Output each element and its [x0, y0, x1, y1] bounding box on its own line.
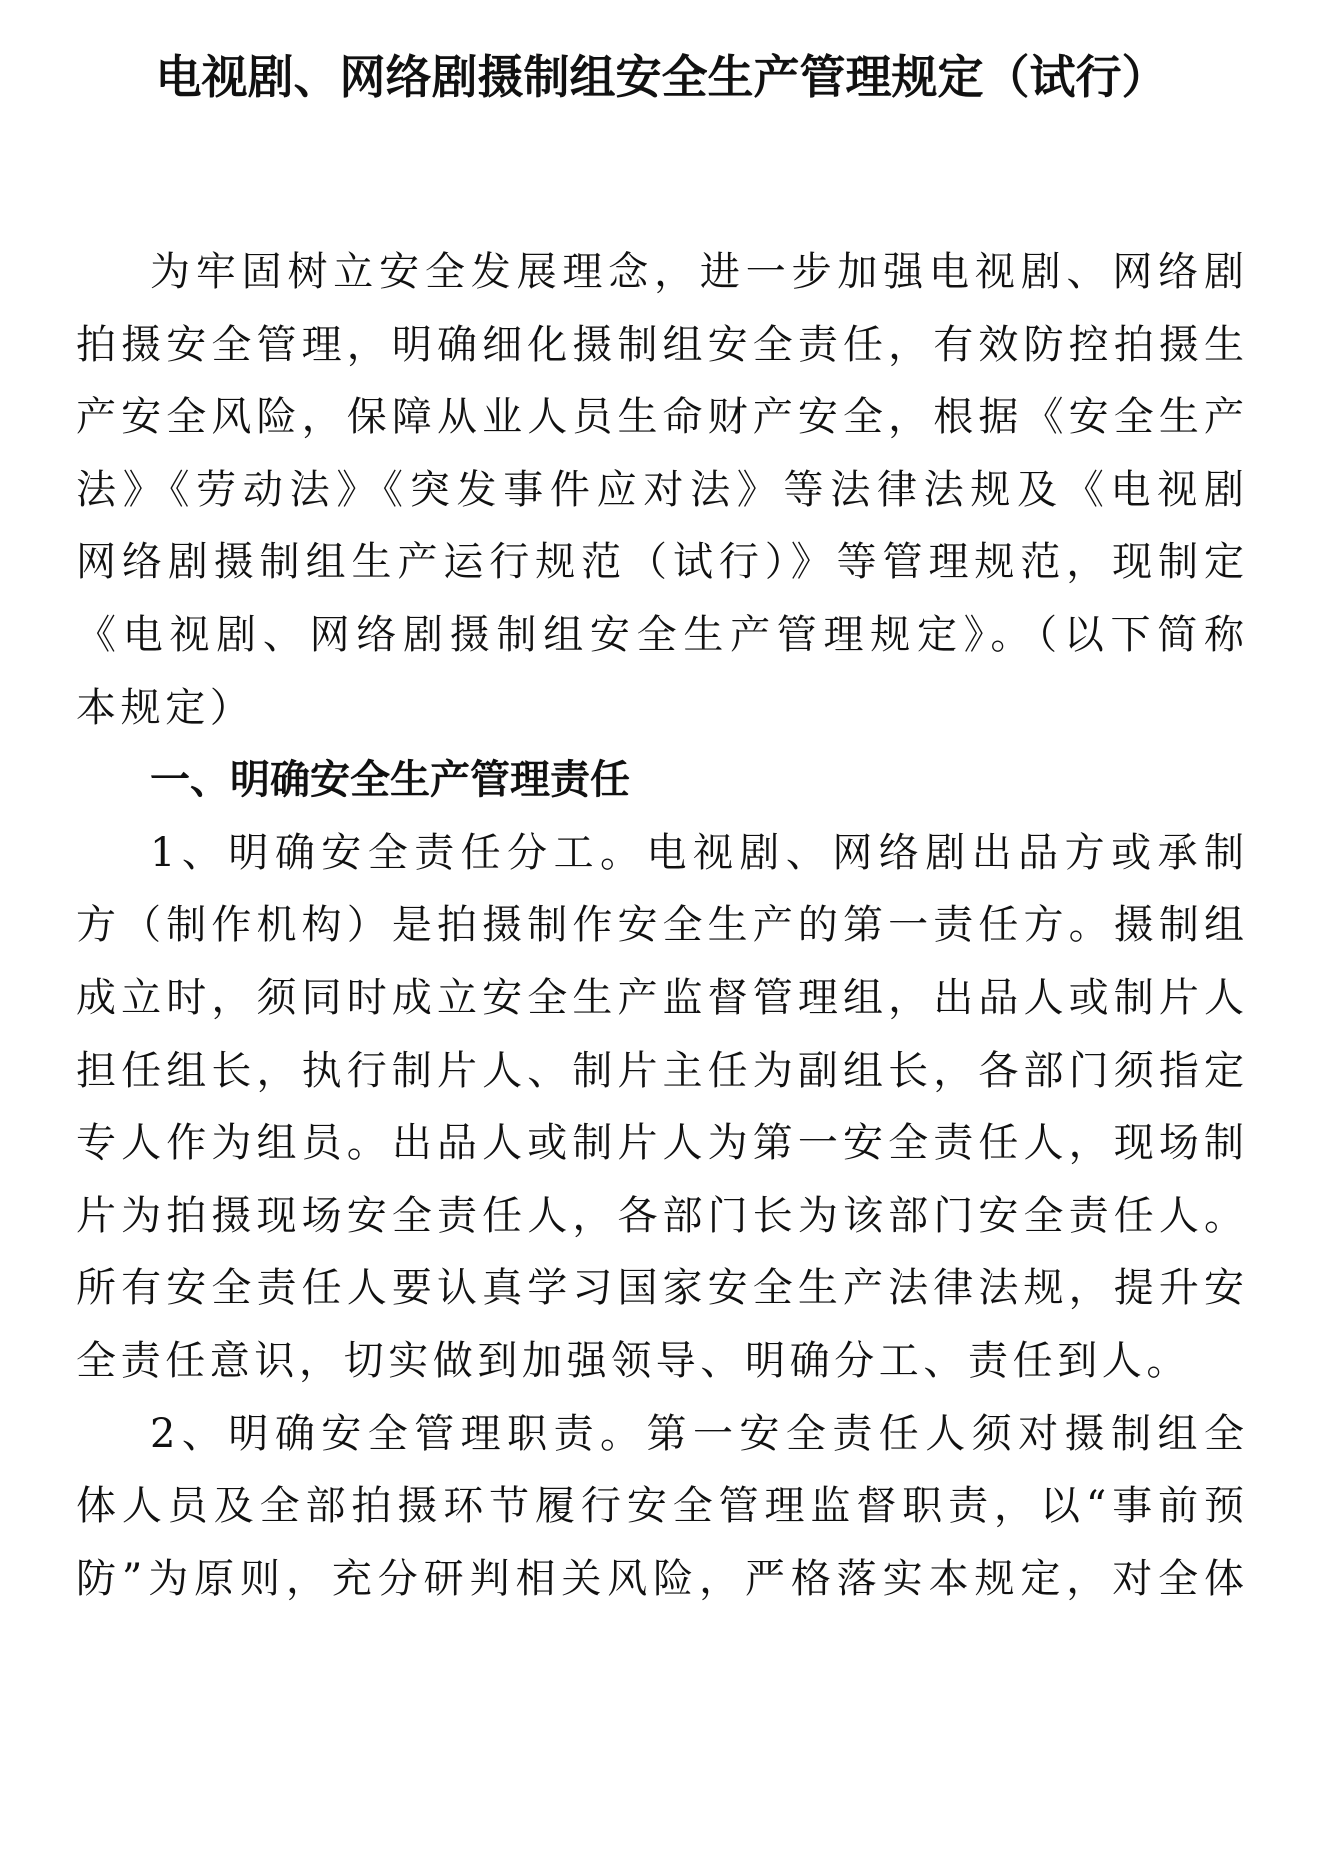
item-2-paragraph [76, 1398, 1244, 1616]
document-body [76, 236, 1244, 1615]
text-line: 全责任意识，切实做到加强领导、明确分工、责任到人。 [76, 1337, 1191, 1384]
text-line: 防”为原则，充分研判相关风险，严格落实本规定，对全体 [76, 1555, 1244, 1602]
text-line: 片为拍摄现场安全责任人，各部门长为该部门安全责任人。 [76, 1192, 1244, 1239]
text-line: 为牢固树立安全发展理念，进一步加强电视剧、网络剧 [150, 249, 1244, 295]
text-line: 方（制作机构）是拍摄制作安全生产的第一责任方。摄制组 [76, 902, 1244, 949]
text-line: 2、明确安全管理职责。第一安全责任人须对摄制组全 [150, 1410, 1244, 1457]
text-line: 法》《劳动法》《突发事件应对法》等法律法规及《电视剧 [76, 466, 1244, 513]
document-title: 电视剧、网络剧摄制组安全生产管理规定（试行） [155, 50, 1168, 104]
text-line: 成立时，须同时成立安全生产监督管理组，出品人或制片人 [76, 974, 1244, 1021]
text-line: 所有安全责任人要认真学习国家安全生产法律法规，提升安 [76, 1265, 1244, 1312]
text-line: 专人作为组员。出品人或制片人为第一安全责任人，现场制 [76, 1120, 1244, 1167]
text-line: 体人员及全部拍摄环节履行安全管理监督职责，以“事前预 [76, 1483, 1244, 1530]
text-line: 担任组长，执行制片人、制片主任为副组长，各部门须指定 [76, 1047, 1244, 1094]
text-line: 《电视剧、网络剧摄制组安全生产管理规定》。（以下简称 [76, 611, 1244, 658]
text-line: 拍摄安全管理，明确细化摄制组安全责任，有效防控拍摄生 [76, 321, 1244, 368]
preamble-paragraph [76, 236, 1244, 744]
item-1-paragraph [76, 817, 1244, 1398]
text-line: 1、明确安全责任分工。电视剧、网络剧出品方或承制 [150, 829, 1244, 876]
text-line: 本规定） [76, 684, 255, 731]
section-heading: 一、明确安全生产管理责任 [150, 757, 630, 804]
text-line: 产安全风险，保障从业人员生命财产安全，根据《安全生产 [76, 394, 1244, 441]
text-line: 网络剧摄制组生产运行规范（试行）》等管理规范，现制定 [76, 539, 1244, 586]
